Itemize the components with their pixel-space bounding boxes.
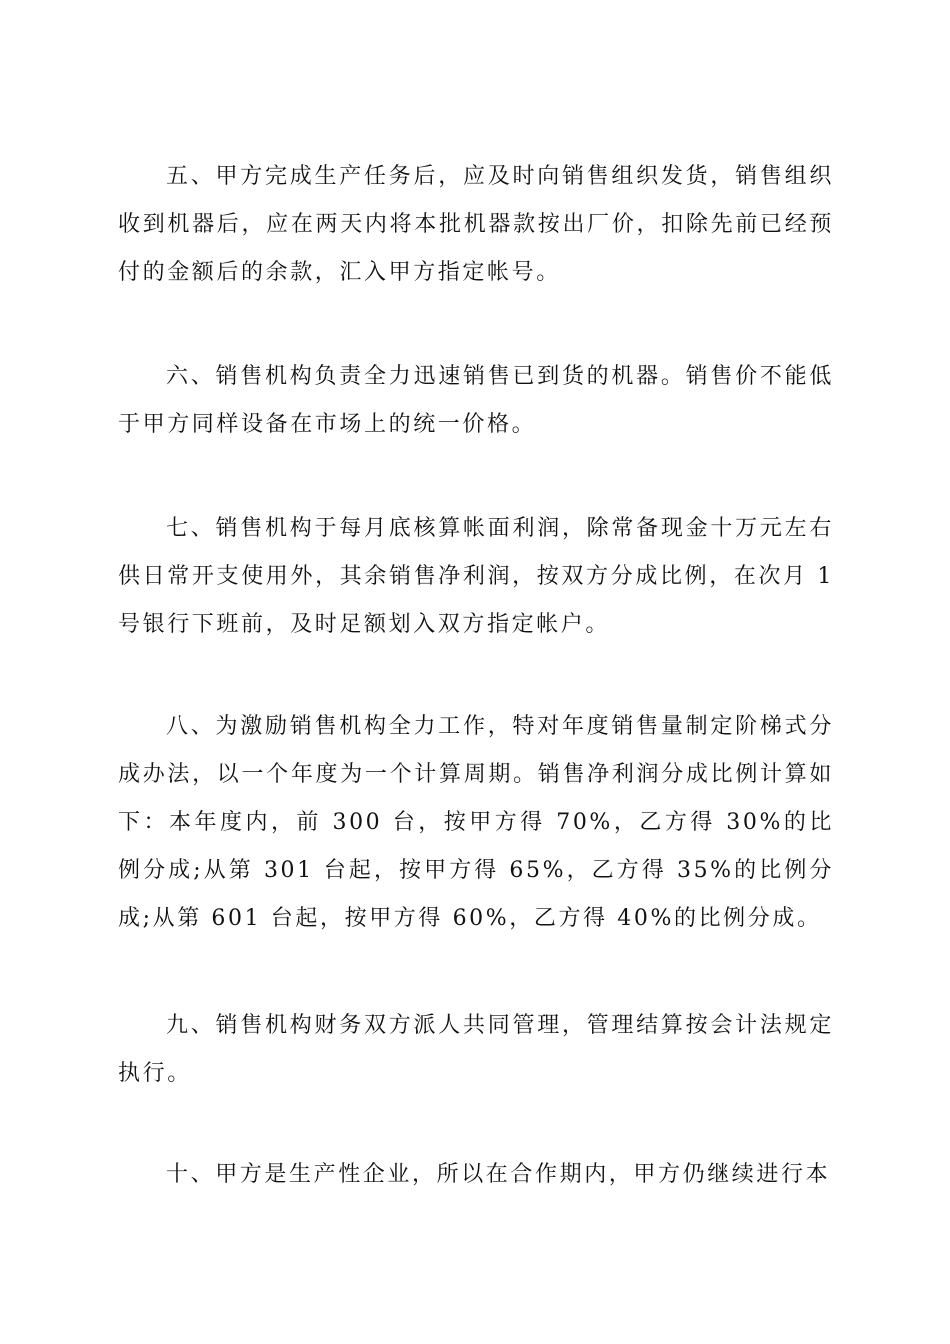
clause-8-paragraph: 八、为激励销售机构全力工作，特对年度销售量制定阶梯式分成办法，以一个年度为一个计算周期。销售净利润分成比例计算如下：本年度内，前 300 台，按甲方得 70%，乙方得 30%的比例分成;从第 301 台起，按甲方得 65%，乙方得 35%的比例分成;从第 601 台起，按甲方得 60%，乙方得 40%的比例分成。 [118,714,834,931]
clause-10-paragraph: 十、甲方是生产性企业，所以在合作期内，甲方仍继续进行本 [166,1162,831,1187]
clause-5-paragraph: 五、甲方完成生产任务后，应及时向销售组织发货，销售组织收到机器后，应在两天内将本批机器款按出厂价，扣除先前已经预付的金额后的余款，汇入甲方指定帐号。 [118,164,834,285]
clause-9-paragraph: 九、销售机构财务双方派人共同管理，管理结算按会计法规定执行。 [118,1013,834,1086]
clause-6-paragraph: 六、销售机构负责全力迅速销售已到货的机器。销售价不能低于甲方同样设备在市场上的统一价格。 [118,364,834,437]
clause-7-paragraph: 七、销售机构于每月底核算帐面利润，除常备现金十万元左右供日常开支使用外，其余销售净利润，按双方分成比例，在次月 1 号银行下班前，及时足额划入双方指定帐户。 [118,516,834,637]
